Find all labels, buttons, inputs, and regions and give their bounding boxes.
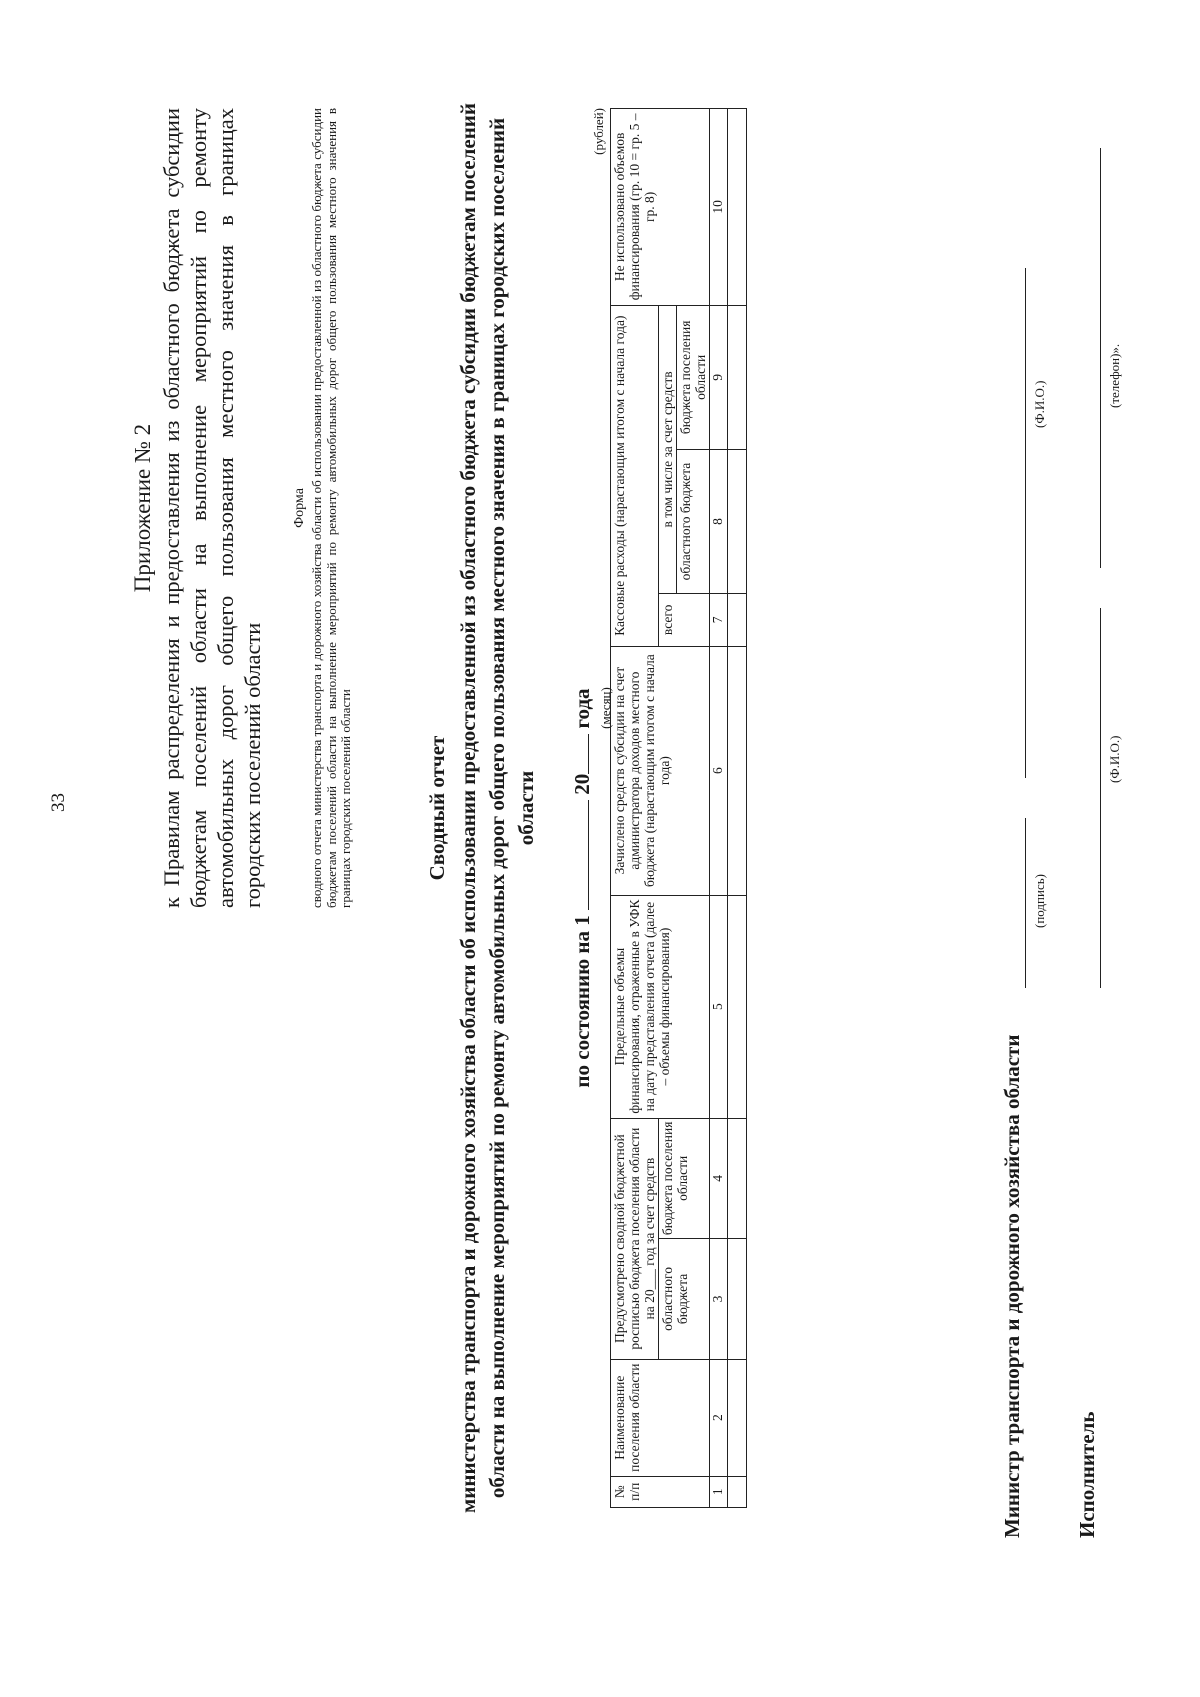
table-row <box>728 109 747 1508</box>
form-label: Форма <box>292 488 307 528</box>
unit-label: (рублей) <box>591 108 606 155</box>
fio-line <box>1025 268 1026 778</box>
minister-label: Министр транспорта и дорожного хозяйства области <box>1000 1034 1024 1538</box>
header-no: № п/п <box>611 1476 710 1507</box>
col-number: 4 <box>710 1118 728 1239</box>
col-number: 8 <box>710 449 728 593</box>
empty-cell <box>728 895 747 1118</box>
empty-cell <box>728 305 747 449</box>
report-subtitle: министерства транспорта и дорожного хозяйства области об использовании предоставленной из областного бюджета субсидии бюджетам поселений области на выполнение мероприятий по ремонту автомобильных дорог общего пользования местного значения в границах городских поселений области <box>456 103 538 1514</box>
date-prefix: по состоянию на 1 <box>570 915 594 1088</box>
page-number: 33 <box>48 793 69 812</box>
header-credited: Зачислено средств субсидии на счет администратора доходов местного бюджета (нарастающим итогом с начала года) <box>611 646 710 895</box>
col-number: 5 <box>710 895 728 1118</box>
empty-cell <box>728 646 747 895</box>
empty-cell <box>728 1359 747 1476</box>
col-number: 6 <box>710 646 728 895</box>
header-expenses: Кассовые расходы (нарастающим итогом с начала года) <box>611 305 659 646</box>
col-number: 9 <box>710 305 728 449</box>
header-unused: Не использовано объемов финансирования (гр. 10 = гр. 5 – гр. 8) <box>611 109 710 306</box>
col-number: 10 <box>710 109 728 306</box>
subheader-regional-2: областного бюджета <box>677 449 710 593</box>
col-number: 7 <box>710 594 728 646</box>
signature-hint: (подпись) <box>1032 874 1047 928</box>
empty-cell <box>728 594 747 646</box>
appendix-title: Приложение № 2 <box>130 423 155 593</box>
empty-cell <box>728 1118 747 1239</box>
appendix-block <box>130 108 266 908</box>
executor-label: Исполнитель <box>1075 1411 1099 1538</box>
empty-cell <box>728 1239 747 1360</box>
col-number: 1 <box>710 1476 728 1507</box>
phone-line <box>1100 148 1101 568</box>
subheader-settlement: бюджета поселения области <box>659 1118 710 1239</box>
fio-hint: (Ф.И.О.) <box>1032 380 1047 428</box>
date-suffix: года <box>570 688 594 729</box>
executor-fio-line <box>1100 608 1101 988</box>
report-date-line <box>570 488 595 1288</box>
appendix-text: к Правилам распределения и предоставления из областного бюджета субсидии бюджетам поселений области на выполнение мероприятий по ремонту автомобильных дорог общего пользования местного значения в границах городских поселений области <box>159 108 265 908</box>
empty-cell <box>728 449 747 593</box>
report-title: Сводный отчет <box>425 735 449 881</box>
header-name: Наименование поселения области <box>611 1359 710 1476</box>
header-limits: Предельные объемы финансирования, отраженные в УФК на дату представления отчета (далее – объемы финансирования) <box>611 895 710 1118</box>
month-hint: (месяц) <box>598 687 613 729</box>
report-table <box>610 108 747 1508</box>
phone-hint: (телефон)». <box>1107 343 1122 408</box>
signature-line <box>1025 818 1026 988</box>
rotated-document <box>70 88 1190 1608</box>
subheader-total: всего <box>659 594 710 646</box>
empty-cell <box>728 109 747 306</box>
form-description: сводного отчета министерства транспорта и дорожного хозяйства области об использовании предоставленной из областного бюджета субсидии бюджетам поселений области на выполнение мероприятий по ремонту автомобильных дорог общего пользования местного значения в границах городских поселений области <box>309 108 353 908</box>
executor-fio-hint: (Ф.И.О.) <box>1107 735 1122 783</box>
date-year-prefix: 20 <box>570 773 594 795</box>
subheader-regional: областного бюджета <box>659 1239 710 1360</box>
header-planned: Предусмотрено сводной бюджетной росписью бюджета поселения области на 20___ год за счет средств <box>611 1118 659 1359</box>
subheader-including: в том числе за счет средств <box>659 305 677 593</box>
empty-cell <box>728 1476 747 1507</box>
col-number: 2 <box>710 1359 728 1476</box>
col-number: 3 <box>710 1239 728 1360</box>
subheader-settlement-2: бюджета поселения области <box>677 305 710 449</box>
